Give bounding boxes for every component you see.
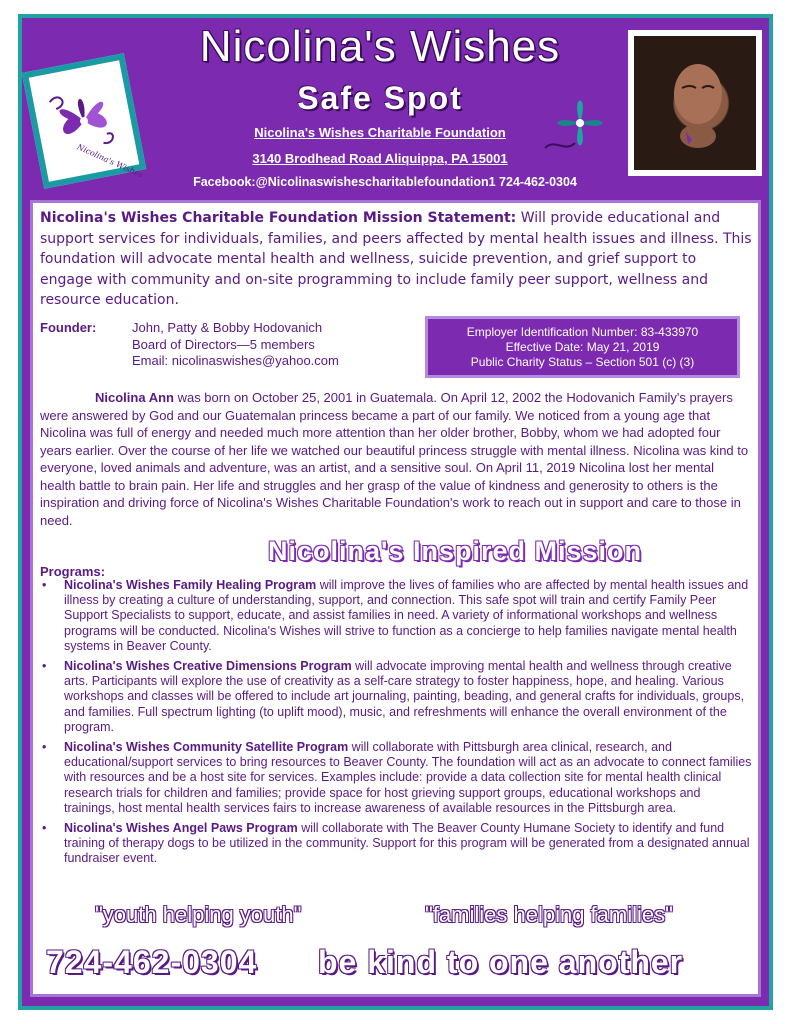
- programs-list: [40, 578, 752, 872]
- svg-text:Nicolina's Wishes: Nicolina's Wishes: [75, 142, 145, 180]
- program-name: Nicolina's Wishes Creative Dimensions Program: [64, 659, 352, 674]
- contact-line: Facebook:@Nicolinaswishescharitablefoundation1 724-462-0304: [193, 175, 577, 189]
- bullet-icon: •: [42, 740, 47, 755]
- inspired-mission-heading: Nicolina's Inspired Mission: [268, 536, 642, 566]
- program-text: will improve the lives of families who are affected by mental health issues and illness by creating a culture of understanding, support, and connection. This safe spot will train and certify Family Peer Support Specialists to support, educate, and assist families in need. A variety of informational workshops and wellness programs will be conducted. Nicolina's Wishes will strive to function as a concierge to help families navigate mental health systems in Beaver County.: [64, 578, 749, 653]
- ein-charity-status: Public Charity Status – Section 501 (c) (3): [470, 355, 695, 369]
- program-item: [40, 821, 752, 867]
- story-name: Nicolina Ann: [95, 390, 174, 405]
- logo-card: [22, 53, 147, 189]
- programs-label: Programs:: [40, 564, 106, 579]
- program-item: [40, 740, 752, 816]
- mission-statement: [40, 208, 752, 311]
- page-subtitle: Safe Spot: [297, 80, 463, 116]
- mission-label: Nicolina's Wishes Charitable Foundation Mission Statement:: [40, 210, 517, 226]
- ein-effective-date: Effective Date: May 21, 2019: [505, 340, 660, 354]
- program-item: [40, 578, 752, 654]
- slogan-youth: "youth helping youth": [95, 902, 302, 927]
- org-address: 3140 Brodhead Road Aliquippa, PA 15001: [252, 151, 508, 166]
- footer-motto: be kind to one another: [318, 944, 684, 980]
- ein-number: Employer Identification Number: 83-433970: [466, 325, 699, 339]
- hibiscus-flower-icon: [540, 88, 620, 158]
- founder-names: John, Patty & Bobby Hodovanich: [132, 320, 323, 335]
- program-text: will collaborate with The Beaver County Humane Society to identify and fund training of therapy dogs to be utilized in the community. Support for this program will be generated from a designated annual fundraiser event.: [64, 821, 750, 866]
- program-text: will advocate improving mental health and wellness through creative arts. Participants will explore the use of creativity as a self-care strategy to foster happiness, hope, and healing. Various workshops and classes will be offered to include art journaling, painting, beading, and general crafts for individuals, groups, and families. Full spectrum lighting (to uplift mood), music, and refreshments will enhance the overall environment of the program.: [64, 659, 745, 734]
- bullet-icon: •: [42, 659, 47, 674]
- program-name: Nicolina's Wishes Community Satellite Program: [64, 740, 349, 755]
- program-text: will collaborate with Pittsburgh area clinical, research, and educational/support services to bring resources to Beaver County. The foundation will act as an advocate to connect families with resources and be a host site for services. Examples include: provide a data collection site for mental health clinical research trials for children and families; provide space for host grieving support groups, educational workshops and trainings, host mental health services fairs to increase awareness of available resources in the Pittsburgh area.: [64, 740, 752, 815]
- bullet-icon: •: [42, 821, 47, 836]
- founder-label: Founder:: [40, 320, 97, 335]
- portrait-photo: [634, 36, 756, 170]
- story-text: was born on October 25, 2001 in Guatemala. On April 12, 2002 the Hodovanich Family's prayers were answered by God and our Guatemalan princess became a part of our family. We noticed from a young age that Nicolina was full of energy and needed much more attention than her older brother, Bobby, whom we had adopted four years earlier. Over the course of her life we watched our beautiful princess struggle with mental illness. Nicolina was kind to everyone, loved animals and adventure, was an artist, and a sensitive soul. On April 11, 2019 Nicolina lost her mental health battle to brain pain. Her life and struggles and her grasp of the value of kindness and generosity to others is the inspiration and driving force of Nicolina's Wishes Charitable Foundation's work to reach out in support and care to those in need.: [40, 390, 749, 528]
- board-of-directors: Board of Directors—5 members: [132, 336, 315, 352]
- story-paragraph: [40, 389, 752, 529]
- page-title: Nicolina's Wishes: [199, 22, 561, 71]
- program-name: Nicolina's Wishes Angel Paws Program: [64, 821, 298, 836]
- org-name: Nicolina's Wishes Charitable Foundation: [254, 125, 506, 140]
- founder-email: Email: nicolinaswishes@yahoo.com: [132, 353, 339, 368]
- mission-text: Will provide educational and support services for individuals, families, and peers affected by mental health issues and illness. This foundation will advocate mental health and wellness, suicide prevention, and grief support to engage with community and on-site programming to include family peer support, wellness and resource education.: [40, 210, 752, 308]
- bullet-icon: •: [42, 578, 47, 592]
- founder-details: [132, 320, 412, 370]
- portrait-frame: [628, 30, 762, 176]
- program-name: Nicolina's Wishes Family Healing Program: [64, 578, 317, 592]
- flower-logo-icon: [36, 69, 145, 180]
- slogan-families: "families helping families": [425, 902, 673, 927]
- ein-box: [425, 316, 740, 378]
- footer-phone: 724-462-0304: [46, 944, 258, 980]
- program-item: [40, 659, 752, 735]
